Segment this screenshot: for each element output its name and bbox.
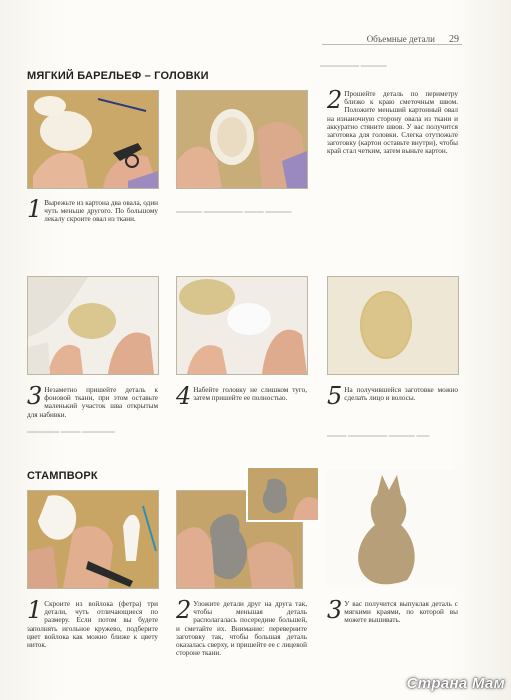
step-number: 4 <box>176 382 192 410</box>
step-text: Набейте головку не слишком туго, затем пришейте ее полностью. <box>193 386 307 403</box>
step-text: Прошейте деталь по периметру близко к краю сметочным швом. Положите меньший картонный овал на изнаночную сторону овала из ткани и аккуратно стяните швов. У вас получится заготовка для головки. Слегка отутюжьте заготовку (картон оставьте внутри), чтобы край стал четким, затем выньте картон. <box>327 90 458 156</box>
show-through-text: ▬▬▬ ▬▬▬▬▬▬ ▬▬▬▬ ▬▬ <box>327 432 430 439</box>
step-number: 2 <box>176 596 192 624</box>
step-text: Уложите детали друг на друга так, чтобы меньшая деталь располагалась посередине большей, и сметайте их. Внимание: переверните заготовку так, чтобы большая деталь оказалась сверху, и пришейте ее с лицевой стороне ткани. <box>176 600 307 658</box>
running-header-section: Объемные детали <box>366 34 435 44</box>
step-number: 1 <box>27 596 43 624</box>
photo-stumpwork-cutting <box>27 490 159 589</box>
section-title-stumpwork: СТАМПВОРК <box>27 470 98 482</box>
photo-stumpwork-inset <box>246 466 320 522</box>
section-title-barelief: МЯГКИЙ БАРЕЛЬЕФ – ГОЛОВКИ <box>27 70 209 82</box>
step-stumpwork-3 <box>327 596 458 625</box>
step-text: Вырежьте из картона два овала, один чуть меньше другого. По большому лекалу скроите овал из ткани. <box>44 199 159 224</box>
photo-stumpwork-result <box>327 470 457 587</box>
step-barelief-1 <box>27 195 159 224</box>
step-barelief-2 <box>327 86 458 156</box>
step-text: У вас получится выпуклая деталь с мягкими краями, по которой вы можете вышивать. <box>344 600 458 625</box>
photo-step4-stuffing <box>176 276 308 375</box>
step-barelief-3 <box>27 382 158 419</box>
photo-step5-result <box>327 276 459 375</box>
site-watermark: Страна Мам <box>406 675 505 692</box>
step-barelief-5 <box>327 382 458 410</box>
step-stumpwork-2 <box>176 596 307 658</box>
photo-step1-cutting <box>27 90 159 189</box>
step-number: 5 <box>327 382 343 410</box>
photo-step2-gathering <box>176 90 308 189</box>
step-number: 1 <box>27 195 43 223</box>
step-text: На получившейся заготовке можно сделать лицо и волосы. <box>344 386 458 403</box>
show-through-text: ▬▬▬▬ ▬▬▬▬▬▬ ▬▬▬ ▬▬▬▬ <box>176 208 292 215</box>
step-number: 3 <box>27 382 43 410</box>
step-number: 3 <box>327 596 343 624</box>
step-number: 2 <box>327 86 343 114</box>
step-barelief-4 <box>176 382 307 410</box>
step-stumpwork-1 <box>27 596 158 650</box>
show-through-text: ▬▬▬▬▬ ▬▬▬ ▬▬▬▬▬ <box>27 428 115 435</box>
header-rule <box>322 44 462 45</box>
step-text: Скроите из войлока (фетра) три детали, чуть отличающиеся по размеру. Если потом вы будете заполнять игольное кружево, подберите цвет войлока как можно ближе к цвету ниток. <box>27 600 158 650</box>
page-number: 29 <box>449 34 459 45</box>
photo-step3-attaching <box>27 276 159 375</box>
show-through-text: ▬▬▬▬▬▬ ▬▬▬▬ <box>320 62 387 69</box>
step-text: Незаметно пришейте деталь к фоновой ткани, при этом оставьте маленький участок шва открытым для набивки. <box>27 386 158 419</box>
